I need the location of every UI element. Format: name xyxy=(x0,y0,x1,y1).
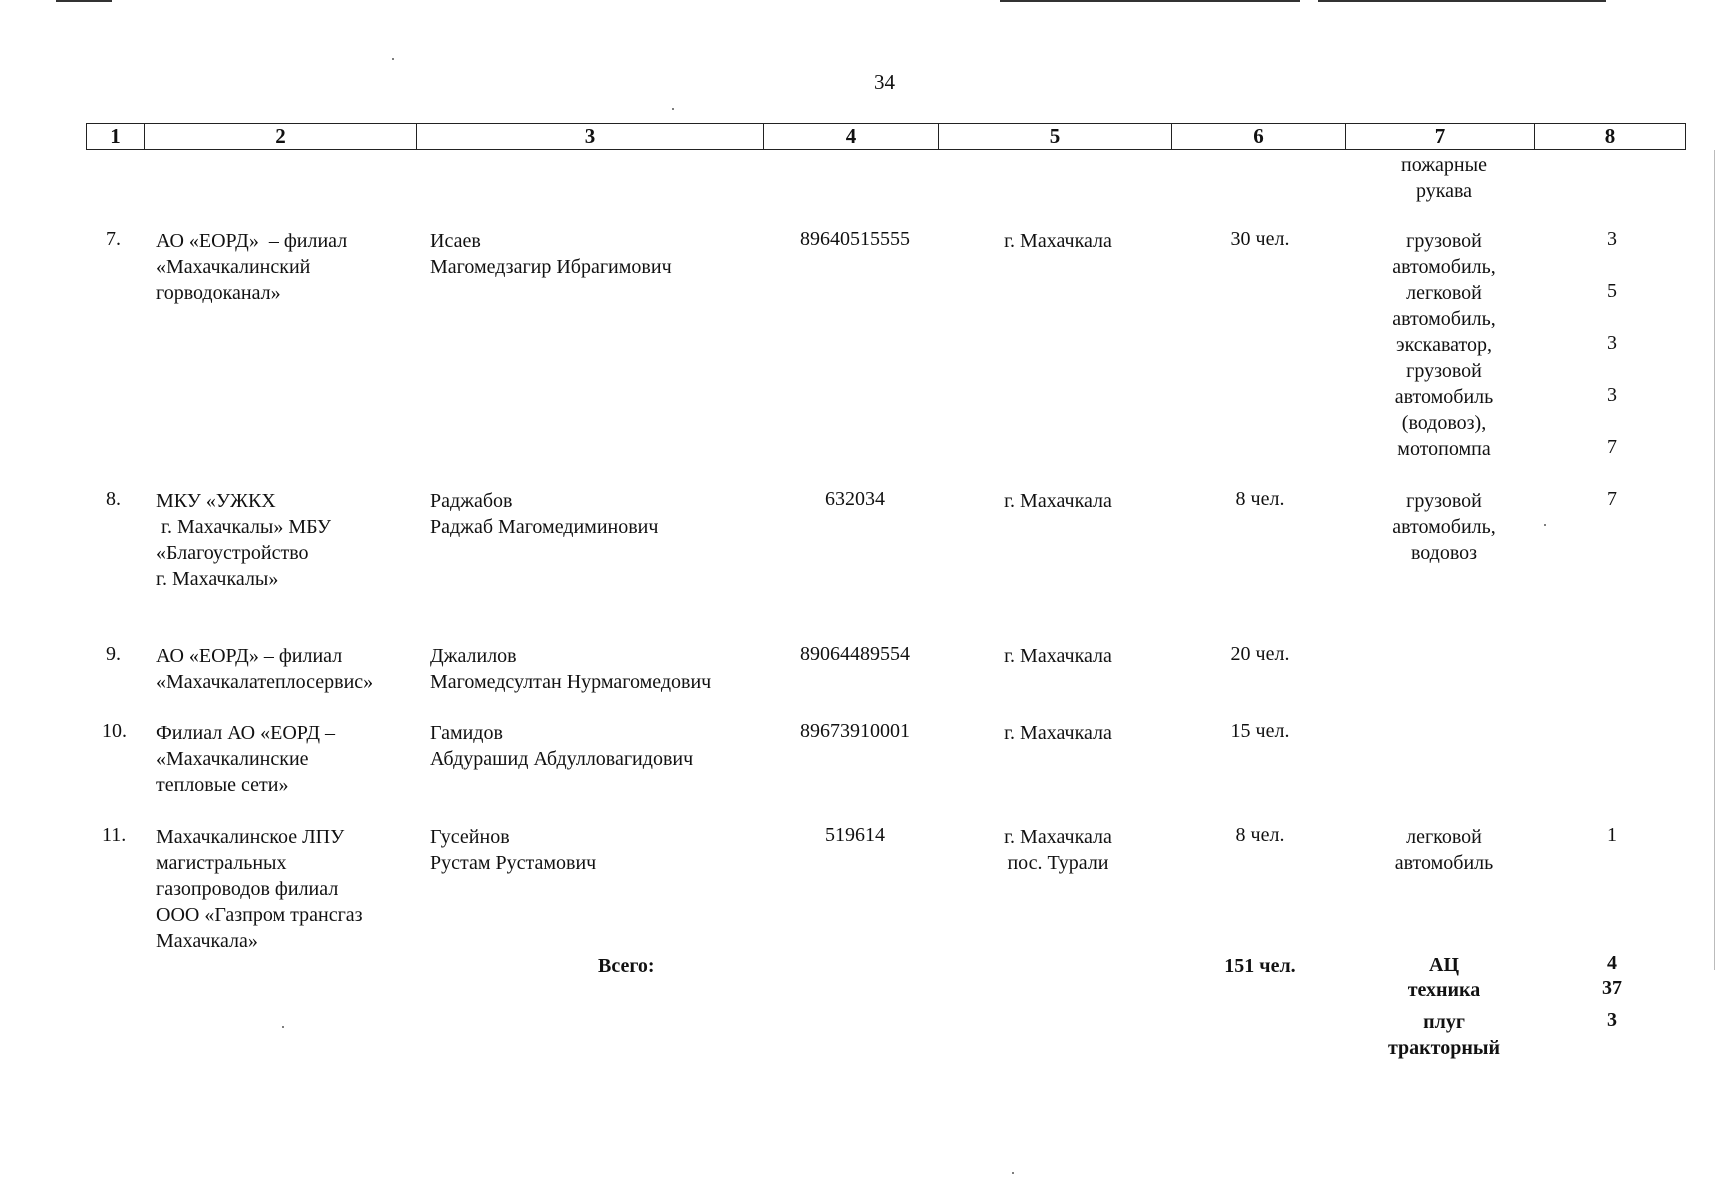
scan-edge-right xyxy=(1714,150,1715,970)
row-number: 9. xyxy=(106,643,121,665)
contact-person: Раджабов Раджаб Магомедиминович xyxy=(430,490,659,538)
total-item-name: техника xyxy=(1407,979,1481,1001)
header-cell: 2 xyxy=(145,124,417,149)
table-header-row xyxy=(86,123,1686,150)
header-cell: 7 xyxy=(1346,124,1535,149)
scan-dot xyxy=(282,1026,284,1028)
contact-person: Джалилов Магомедсултан Нурмагомедович xyxy=(430,645,712,693)
organization: Махачкалинское ЛПУ магистральных газопроводов филиал ООО «Газпром трансгаз Махачкала» xyxy=(156,826,363,952)
equipment-count: 3 xyxy=(1607,332,1617,354)
organization: АО «ЕОРД» – филиал «Махачкалинский горводоканал» xyxy=(156,230,348,304)
equipment-count: 7 xyxy=(1607,488,1617,510)
scan-dot xyxy=(672,108,674,110)
phone: 632034 xyxy=(825,488,885,510)
equipment-count: 5 xyxy=(1607,280,1617,302)
total-item-name: АЦ xyxy=(1429,954,1459,976)
total-item-count: 37 xyxy=(1602,977,1622,999)
total-item-count: 4 xyxy=(1607,952,1617,974)
phone: 89673910001 xyxy=(800,720,910,742)
equipment: грузовой автомобиль, водовоз xyxy=(1392,490,1496,564)
scan-border-line-mid xyxy=(1000,0,1300,2)
location: г. Махачкала пос. Турали xyxy=(1004,826,1112,874)
row-number: 10. xyxy=(102,720,127,742)
staff-count: 8 чел. xyxy=(1235,488,1285,510)
equipment-count: 3 xyxy=(1607,228,1617,250)
staff-count: 30 чел. xyxy=(1230,228,1290,250)
header-cell: 3 xyxy=(417,124,764,149)
contact-person: Гусейнов Рустам Рустамович xyxy=(430,826,597,874)
header-cell: 4 xyxy=(764,124,939,149)
scan-dot xyxy=(1012,1172,1014,1174)
equipment: легковой автомобиль xyxy=(1394,826,1494,874)
row-number: 11. xyxy=(102,824,127,846)
phone: 89640515555 xyxy=(800,228,910,250)
phone: 89064489554 xyxy=(800,643,910,665)
equipment-count: 3 xyxy=(1607,384,1617,406)
header-cell: 8 xyxy=(1604,124,1616,148)
scan-border-line-right xyxy=(1318,0,1606,2)
organization: Филиал АО «ЕОРД – «Махачкалинские тепловые сети» xyxy=(156,722,336,796)
organization: МКУ «УЖКХ г. Махачкалы» МБУ «Благоустройство г. Махачкалы» xyxy=(156,490,332,590)
total-staff: 151 чел. xyxy=(1224,955,1296,977)
staff-count: 8 чел. xyxy=(1235,824,1285,846)
location: г. Махачкала xyxy=(1004,722,1112,744)
contact-person: Гамидов Абдурашид Абдулловагидович xyxy=(430,722,694,770)
header-cell: 1 xyxy=(87,124,145,149)
header-cell: 6 xyxy=(1172,124,1346,149)
contact-person: Исаев Магомедзагир Ибрагимович xyxy=(430,230,672,278)
total-item-count: 3 xyxy=(1607,1009,1617,1031)
scan-dot xyxy=(1544,524,1546,526)
phone: 519614 xyxy=(825,824,885,846)
scan-border-line-left xyxy=(56,0,112,2)
page-number: 34 xyxy=(874,70,895,94)
scan-dot xyxy=(392,58,394,60)
total-item-name: плуг тракторный xyxy=(1387,1011,1501,1059)
equipment: грузовой автомобиль, легковой автомобиль, экскаватор, грузовой автомобиль (водовоз), мотопомпа xyxy=(1392,230,1496,460)
organization: АО «ЕОРД» – филиал «Махачкалатеплосервис» xyxy=(156,645,374,693)
staff-count: 15 чел. xyxy=(1230,720,1290,742)
header-cell: 5 xyxy=(939,124,1172,149)
location: г. Махачкала xyxy=(1004,490,1112,512)
row-number: 7. xyxy=(106,228,121,250)
total-label: Всего: xyxy=(598,955,655,977)
row-number: 8. xyxy=(106,488,121,510)
equipment-count: 1 xyxy=(1607,824,1617,846)
equipment-count: 7 xyxy=(1607,436,1617,458)
location: г. Махачкала xyxy=(1004,230,1112,252)
carryover-equipment: пожарные рукава xyxy=(1401,154,1487,202)
staff-count: 20 чел. xyxy=(1230,643,1290,665)
location: г. Махачкала xyxy=(1004,645,1112,667)
